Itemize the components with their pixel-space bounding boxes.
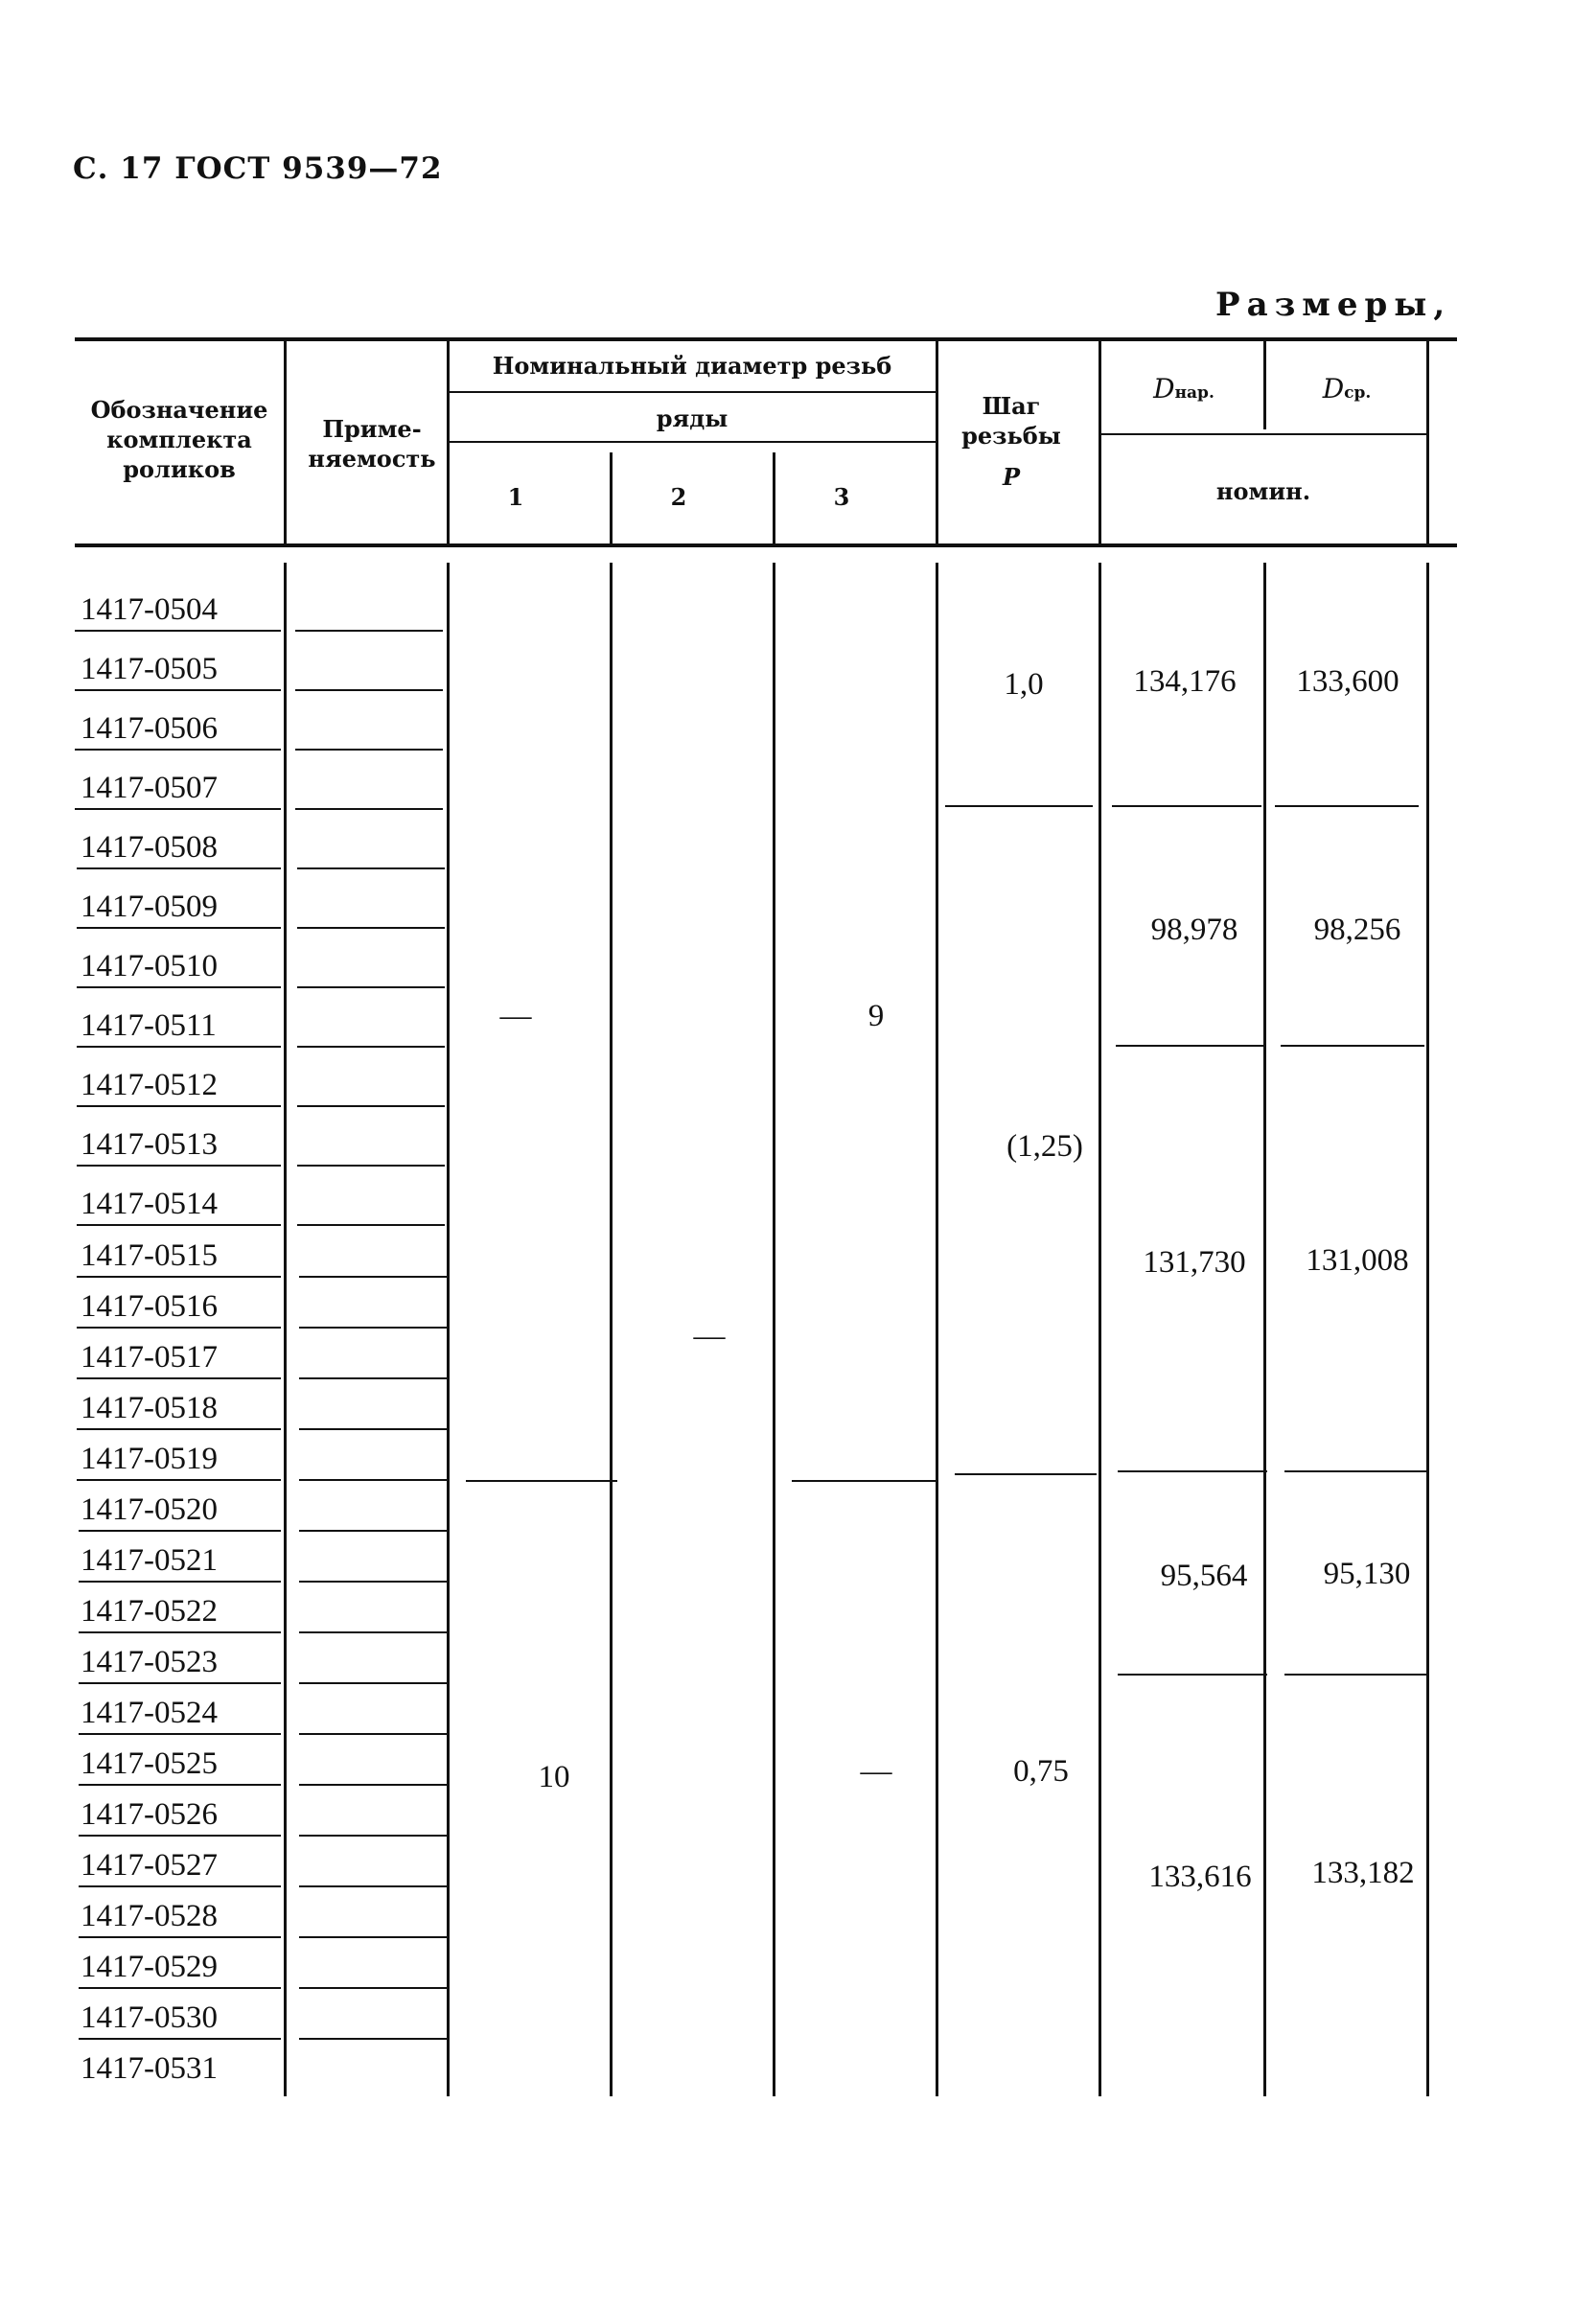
header-subrule: [450, 391, 936, 393]
applicability-blank: [299, 1377, 447, 1379]
row-rule: [79, 1784, 281, 1786]
group-separator: [466, 1480, 617, 1482]
header-bottom-rule: [75, 543, 1457, 547]
applicability-blank: [297, 1046, 445, 1048]
row3-value-lower: —: [860, 1754, 892, 1789]
row3-value-upper: 9: [867, 999, 885, 1033]
applicability-blank: [299, 1835, 447, 1837]
table-row: 1417-0505: [81, 652, 218, 686]
header-d-outer: [1112, 372, 1256, 406]
applicability-blank: [297, 867, 445, 869]
header-nominal-diameter: Номинальный диаметр резьб: [492, 352, 892, 380]
body-divider: [447, 563, 450, 2096]
table-row: 1417-0504: [81, 592, 218, 627]
table-row: 1417-0520: [81, 1492, 218, 1527]
table-row: 1417-0530: [81, 2000, 218, 2035]
header-subrule: [450, 441, 936, 443]
applicability-blank: [297, 1224, 445, 1226]
row-rule: [77, 867, 281, 869]
applicability-blank: [297, 1165, 445, 1167]
header-pitch-symbol: P: [1002, 463, 1021, 491]
header-rows: ряды: [656, 405, 729, 432]
row-rule: [77, 1046, 281, 1048]
header-row-2: 2: [670, 483, 687, 511]
header-divider: [936, 341, 938, 543]
header-divider: [610, 452, 613, 543]
table-row: 1417-0513: [81, 1127, 218, 1162]
table-row: 1417-0524: [81, 1696, 218, 1730]
d-mid-subscript: ср.: [1344, 383, 1372, 403]
row-rule: [75, 749, 281, 751]
header-row-1: 1: [507, 483, 524, 511]
group-separator: [1118, 1470, 1267, 1472]
pitch-value: 1,0: [1004, 667, 1044, 702]
applicability-blank: [299, 1327, 447, 1329]
applicability-blank: [299, 1581, 447, 1583]
row-rule: [79, 1987, 281, 1989]
table-row: 1417-0507: [81, 771, 218, 805]
header-d-mid: [1275, 372, 1419, 406]
row-rule: [79, 1885, 281, 1887]
group-separator: [1112, 805, 1261, 807]
page-header: С. 17 ГОСТ 9539—72: [73, 151, 443, 186]
d-outer-value: 95,564: [1160, 1559, 1248, 1593]
table-row: 1417-0519: [81, 1442, 218, 1476]
d-mid-value: 133,182: [1311, 1856, 1415, 1890]
row-rule: [77, 927, 281, 929]
row-rule: [79, 2038, 281, 2040]
row-rule: [79, 1682, 281, 1684]
table-row: 1417-0506: [81, 711, 218, 746]
table-row: 1417-0517: [81, 1340, 218, 1375]
table-row: 1417-0525: [81, 1746, 218, 1781]
applicability-blank: [295, 630, 443, 632]
applicability-blank: [299, 1428, 447, 1430]
group-separator: [1275, 805, 1419, 807]
body-divider: [1099, 563, 1101, 2096]
table-row: 1417-0526: [81, 1797, 218, 1832]
table-row: 1417-0527: [81, 1848, 218, 1883]
applicability-blank: [299, 1682, 447, 1684]
table-row: 1417-0512: [81, 1068, 218, 1102]
applicability-blank: [299, 1936, 447, 1938]
row1-value-lower: 10: [538, 1760, 570, 1794]
applicability-blank: [299, 1276, 447, 1278]
group-separator: [1118, 1674, 1267, 1676]
d-outer-subscript: нар.: [1174, 383, 1214, 403]
d-mid-value: 98,256: [1313, 913, 1401, 947]
header-pitch: Шаг резьбы: [961, 392, 1061, 451]
d-mid-value: 133,600: [1296, 664, 1399, 699]
table-row: 1417-0528: [81, 1899, 218, 1933]
group-separator: [1281, 1045, 1424, 1047]
row-rule: [77, 986, 281, 988]
row-rule: [79, 1936, 281, 1938]
pitch-value: (1,25): [1006, 1129, 1083, 1164]
table-top-rule: [75, 337, 1457, 341]
row-rule: [79, 1733, 281, 1735]
row-rule: [79, 1581, 281, 1583]
applicability-blank: [299, 1987, 447, 1989]
d-mid-value: 131,008: [1306, 1243, 1409, 1278]
applicability-blank: [299, 1530, 447, 1532]
applicability-blank: [299, 1885, 447, 1887]
row-rule: [77, 1327, 281, 1329]
row-rule: [79, 1631, 281, 1633]
row-rule: [75, 808, 281, 810]
table-row: 1417-0510: [81, 949, 218, 983]
d-outer-value: 134,176: [1133, 664, 1237, 699]
applicability-blank: [295, 808, 443, 810]
applicability-blank: [297, 1105, 445, 1107]
applicability-blank: [299, 1733, 447, 1735]
row-rule: [75, 689, 281, 691]
group-separator: [1284, 1470, 1428, 1472]
header-applicability: Приме- няемость: [308, 415, 436, 474]
header-divider: [1099, 341, 1101, 543]
header-divider: [773, 452, 775, 543]
applicability-blank: [299, 1631, 447, 1633]
applicability-blank: [297, 986, 445, 988]
row-rule: [77, 1224, 281, 1226]
row-rule: [79, 1835, 281, 1837]
body-divider: [610, 563, 613, 2096]
applicability-blank: [299, 1784, 447, 1786]
body-divider: [284, 563, 287, 2096]
table-row: 1417-0515: [81, 1238, 218, 1273]
row-rule: [77, 1428, 281, 1430]
row-rule: [75, 630, 281, 632]
table-row: 1417-0523: [81, 1645, 218, 1679]
group-separator: [1116, 1045, 1265, 1047]
row-rule: [77, 1377, 281, 1379]
table-row: 1417-0516: [81, 1289, 218, 1324]
table-row: 1417-0509: [81, 890, 218, 924]
group-separator: [955, 1473, 1097, 1475]
row-rule: [77, 1105, 281, 1107]
row2-value: —: [693, 1319, 726, 1353]
header-nominal: номин.: [1215, 477, 1311, 505]
applicability-blank: [299, 1479, 447, 1481]
header-subrule: [1101, 433, 1426, 435]
applicability-blank: [299, 2038, 447, 2040]
row1-value-upper: —: [499, 999, 532, 1033]
pitch-value: 0,75: [1013, 1754, 1069, 1789]
row-rule: [77, 1276, 281, 1278]
units-note: Размеры,: [1215, 286, 1452, 324]
applicability-blank: [295, 689, 443, 691]
header-divider: [284, 341, 287, 543]
table-row: 1417-0529: [81, 1950, 218, 1984]
header-row-3: 3: [833, 483, 850, 511]
row-rule: [77, 1479, 281, 1481]
d-mid-value: 95,130: [1323, 1557, 1411, 1591]
group-separator: [945, 805, 1093, 807]
row-rule: [79, 1530, 281, 1532]
table-row: 1417-0522: [81, 1594, 218, 1629]
header-designation: Обозначение комплекта роликов: [90, 396, 268, 484]
table-row: 1417-0531: [81, 2051, 218, 2086]
table-row: 1417-0511: [81, 1008, 217, 1043]
applicability-blank: [297, 927, 445, 929]
d-outer-value: 131,730: [1143, 1245, 1246, 1280]
group-separator: [792, 1480, 936, 1482]
d-outer-value: 98,978: [1150, 913, 1238, 947]
group-separator: [1284, 1674, 1428, 1676]
table-row: 1417-0518: [81, 1391, 218, 1425]
header-divider: [1426, 341, 1429, 543]
table-row: 1417-0514: [81, 1187, 218, 1221]
table-row: 1417-0508: [81, 830, 218, 865]
d-outer-symbol: D: [1153, 373, 1175, 405]
d-mid-symbol: D: [1322, 373, 1345, 405]
applicability-blank: [295, 749, 443, 751]
body-divider: [936, 563, 938, 2096]
table-row: 1417-0521: [81, 1543, 218, 1578]
row-rule: [77, 1165, 281, 1167]
header-divider: [1263, 341, 1266, 429]
d-outer-value: 133,616: [1148, 1860, 1252, 1894]
